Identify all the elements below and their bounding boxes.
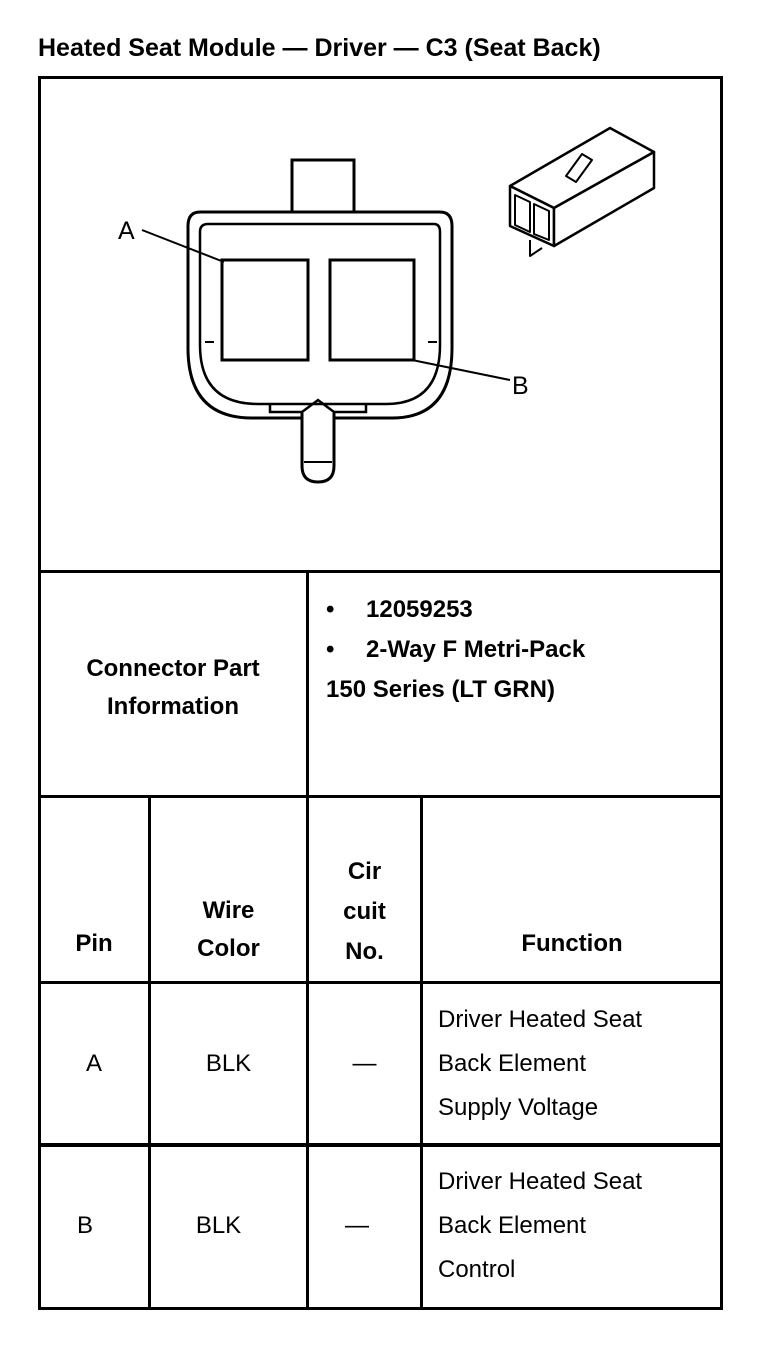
bullet: •	[326, 596, 335, 623]
divider-row-a-bottom	[38, 1143, 723, 1147]
header-pin	[40, 930, 148, 958]
connector-info-details	[326, 590, 585, 710]
description-continued	[326, 670, 585, 710]
divider-circuit-column	[420, 795, 423, 1309]
connector-info-label-line2: Information	[107, 693, 239, 720]
row-a-function	[438, 998, 642, 1130]
divider-header-bottom	[38, 981, 723, 984]
row-a-pin: A	[85, 1050, 102, 1077]
row-b-function-line2: Back Element	[438, 1212, 587, 1239]
pin-b-callout: B	[512, 372, 529, 400]
divider-diagram-bottom	[38, 570, 723, 573]
bullet: •	[326, 636, 335, 663]
header-circuit-line2: cuit	[343, 898, 386, 925]
row-b-wire-color: BLK	[195, 1212, 242, 1239]
row-b-pin: B	[76, 1212, 93, 1239]
header-pin-label: Pin	[75, 930, 113, 957]
part-number-item	[326, 590, 585, 630]
connector-3d-icon	[510, 128, 654, 256]
divider-info-bottom	[38, 795, 723, 798]
description-item	[326, 630, 585, 670]
row-a-function-line3: Supply Voltage	[438, 1094, 599, 1121]
row-a-circuit: —	[352, 1050, 377, 1077]
connector-info-label	[40, 650, 306, 726]
row-b-function-line1: Driver Heated Seat	[438, 1168, 643, 1195]
connector-info-label-line1: Connector Part	[86, 655, 260, 682]
header-function	[423, 930, 721, 958]
divider-info-column	[306, 570, 309, 798]
header-circuit-line3: No.	[345, 938, 384, 965]
header-wire-line1: Wire	[202, 897, 255, 924]
pin-a-callout: A	[118, 217, 135, 245]
header-circuit-no	[309, 852, 420, 972]
page-title: Heated Seat Module — Driver — C3 (Seat Back)	[38, 34, 601, 62]
connector-description-line1: 2-Way F Metri-Pack	[366, 636, 586, 663]
row-a-wire-color: BLK	[205, 1050, 252, 1077]
row-b-function-line3: Control	[438, 1256, 516, 1283]
row-a-function-line1: Driver Heated Seat	[438, 1006, 643, 1033]
header-circuit-line1: Cir	[347, 858, 382, 885]
connector-face-diagram	[0, 0, 768, 570]
header-function-label: Function	[521, 930, 623, 957]
header-wire-color	[151, 892, 306, 968]
row-b-function	[438, 1160, 642, 1292]
header-wire-line2: Color	[197, 935, 260, 962]
part-number: 12059253	[366, 596, 473, 623]
connector-description-line2: 150 Series (LT GRN)	[326, 676, 555, 703]
row-a-function-line2: Back Element	[438, 1050, 587, 1077]
row-b-circuit: —	[345, 1212, 369, 1239]
